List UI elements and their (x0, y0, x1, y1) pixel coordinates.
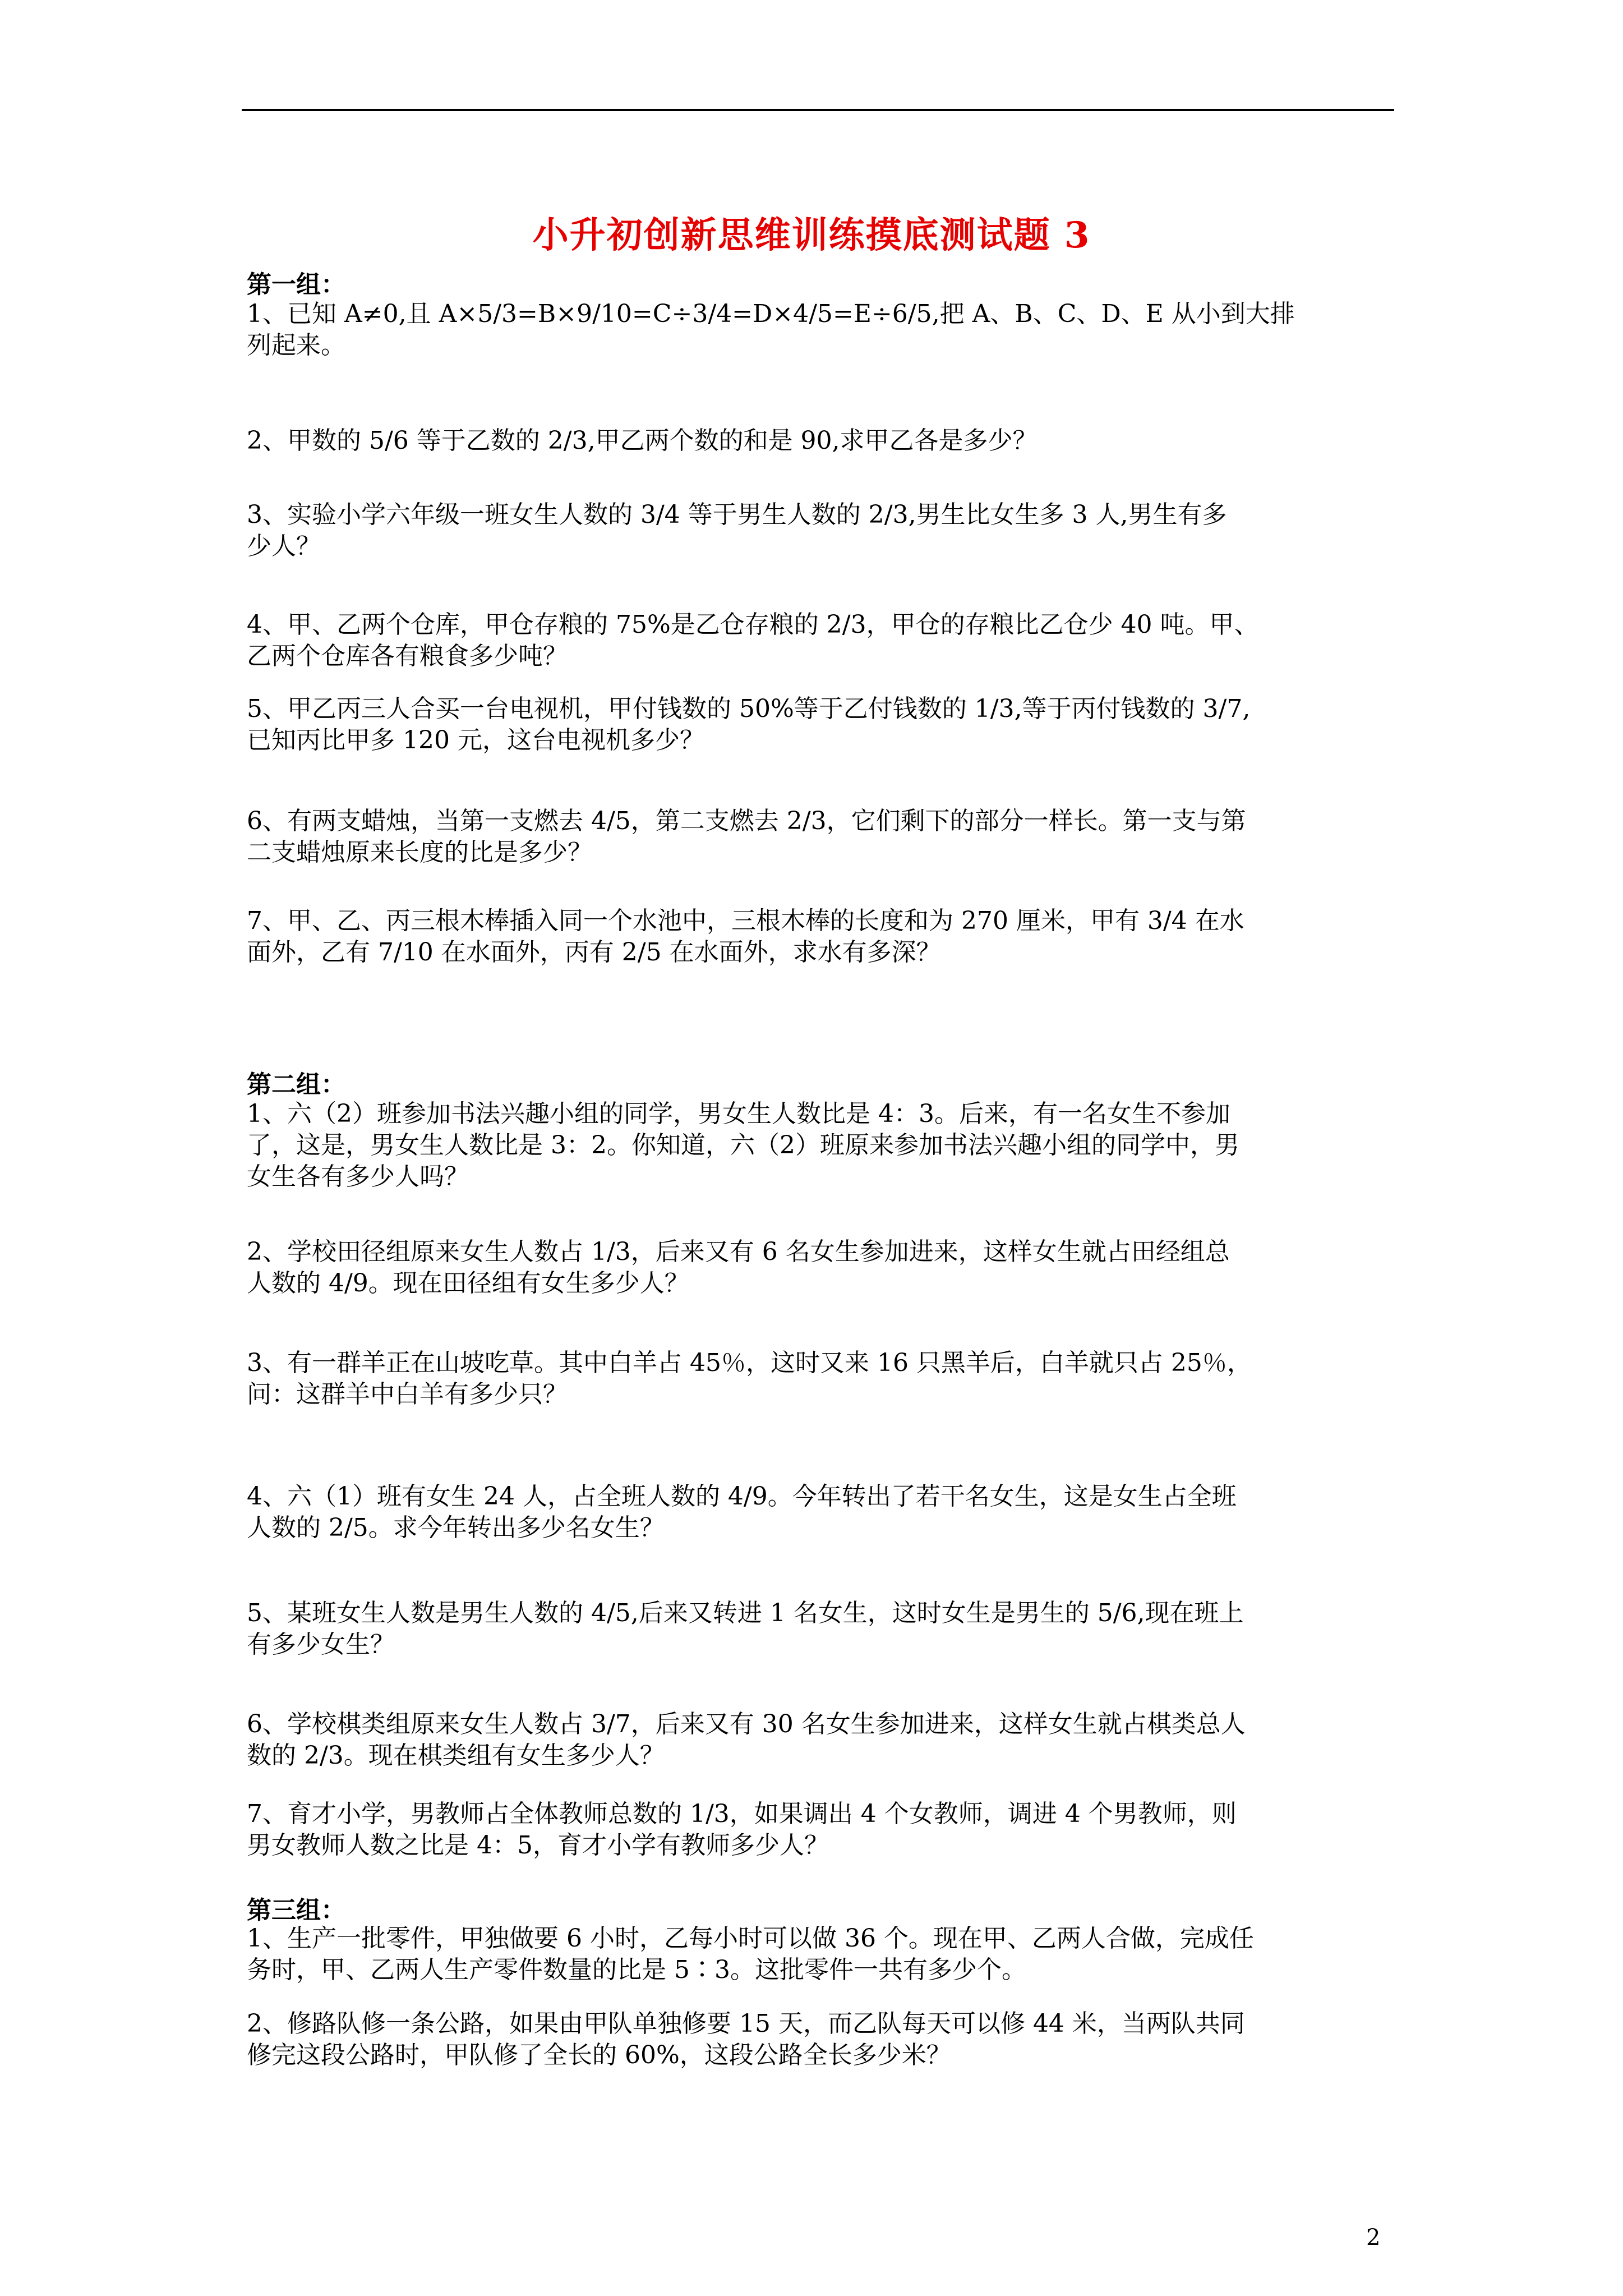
question-line: 7、育才小学，男教师占全体教师总数的 1/3，如果调出 4 个女教师，调进 4 个男教师，则 (247, 1800, 1237, 1828)
question-line: 乙两个仓库各有粮食多少吨？ (247, 642, 568, 670)
question-line: 人数的 2/5。求今年转出多少名女生？ (247, 1513, 665, 1542)
question-1-1 (247, 298, 1396, 361)
question-line: 问：这群羊中白羊有多少只？ (247, 1380, 568, 1409)
question-line: 面外，乙有 7/10 在水面外，丙有 2/5 在水面外，求水有多深？ (247, 938, 941, 967)
question-1-2 (247, 425, 1396, 457)
question-2-7 (247, 1798, 1396, 1861)
question-line: 有多少女生？ (247, 1630, 395, 1659)
question-line: 男女教师人数之比是 4：5，育才小学有教师多少人？ (247, 1831, 829, 1860)
question-line: 3、有一群羊正在山坡吃草。其中白羊占 45％，这时又来 16 只黑羊后，白羊就只占 25％， (247, 1349, 1252, 1377)
question-line: 1、已知 A≠0,且 A×5/3=B×9/10=C÷3/4=D×4/5=E÷6/5,把 A、B、C、D、E 从小到大排 (247, 300, 1295, 328)
question-line: 二支蜡烛原来长度的比是多少？ (247, 838, 592, 867)
question-line: 数的 2/3。现在棋类组有女生多少人？ (247, 1741, 665, 1770)
question-3-2 (247, 2008, 1396, 2071)
question-line: 5、甲乙丙三人合买一台电视机，甲付钱数的 50%等于乙付钱数的 1/3,等于丙付钱数的 3/7, (247, 694, 1251, 723)
question-2-3 (247, 1347, 1396, 1410)
question-line: 4、甲、乙两个仓库，甲仓存粮的 75%是乙仓存粮的 2/3，甲仓的存粮比乙仓少 40 吨。甲、 (247, 610, 1259, 639)
question-line: 6、学校棋类组原来女生人数占 3/7，后来又有 30 名女生参加进来，这样女生就占棋类总人 (247, 1710, 1246, 1738)
question-1-5 (247, 693, 1396, 756)
question-line: 已知丙比甲多 120 元，这台电视机多少？ (247, 726, 704, 754)
group-3-heading: 第三组： (247, 1896, 345, 1925)
question-line: 少人？ (247, 532, 321, 560)
question-1-3 (247, 499, 1396, 562)
question-line: 2、甲数的 5/6 等于乙数的 2/3,甲乙两个数的和是 90,求甲乙各是多少？ (247, 426, 1038, 455)
question-line: 1、生产一批零件，甲独做要 6 小时，乙每小时可以做 36 个。现在甲、乙两人合做，完成任 (247, 1924, 1254, 1953)
question-line: 1、六（2）班参加书法兴趣小组的同学，男女生人数比是 4：3。后来，有一名女生不参加 (247, 1099, 1230, 1128)
question-line: 2、学校田径组原来女生人数占 1/3，后来又有 6 名女生参加进来，这样女生就占田经组总 (247, 1237, 1230, 1266)
question-1-6 (247, 806, 1396, 868)
question-line: 女生各有多少人吗？ (247, 1162, 469, 1191)
group-2-heading: 第二组： (247, 1070, 345, 1099)
page-title: 小升初创新思维训练摸底测试题 3 (532, 214, 1091, 256)
question-line: 4、六（1）班有女生 24 人，占全班人数的 4/9。今年转出了若干名女生，这是女生占全班 (247, 1482, 1237, 1511)
question-line: 3、实验小学六年级一班女生人数的 3/4 等于男生人数的 2/3,男生比女生多 3 人,男生有多 (247, 500, 1227, 529)
question-1-7 (247, 905, 1396, 968)
question-line: 5、某班女生人数是男生人数的 4/5,后来又转进 1 名女生，这时女生是男生的 5/6,现在班上 (247, 1599, 1244, 1627)
question-2-5 (247, 1598, 1396, 1660)
page-number: 2 (1366, 2225, 1381, 2251)
question-2-4 (247, 1481, 1396, 1544)
question-2-6 (247, 1709, 1396, 1772)
question-2-2 (247, 1236, 1396, 1299)
header-rule (242, 109, 1394, 111)
group-1-heading: 第一组： (247, 270, 345, 299)
question-line: 务时，甲、乙两人生产零件数量的比是 5∶3。这批零件一共有多少个。 (247, 1955, 1026, 1984)
question-1-4 (247, 609, 1396, 672)
question-line: 7、甲、乙、丙三根木棒插入同一个水池中，三根木棒的长度和为 270 厘米，甲有 3/4 在水 (247, 907, 1244, 935)
question-line: 6、有两支蜡烛，当第一支燃去 4/5，第二支燃去 2/3，它们剩下的部分一样长。第一支与第 (247, 807, 1246, 835)
question-2-1 (247, 1098, 1396, 1193)
question-line: 2、修路队修一条公路，如果由甲队单独修要 15 天，而乙队每天可以修 44 米，当两队共同 (247, 2009, 1245, 2038)
question-line: 列起来。 (247, 331, 345, 360)
question-line: 修完这段公路时，甲队修了全长的 60%，这段公路全长多少米？ (247, 2041, 951, 2069)
question-line: 了，这是，男女生人数比是 3：2。你知道，六（2）班原来参加书法兴趣小组的同学中，男 (247, 1131, 1239, 1159)
question-3-1 (247, 1923, 1396, 1986)
question-line: 人数的 4/9。现在田径组有女生多少人？ (247, 1269, 689, 1297)
